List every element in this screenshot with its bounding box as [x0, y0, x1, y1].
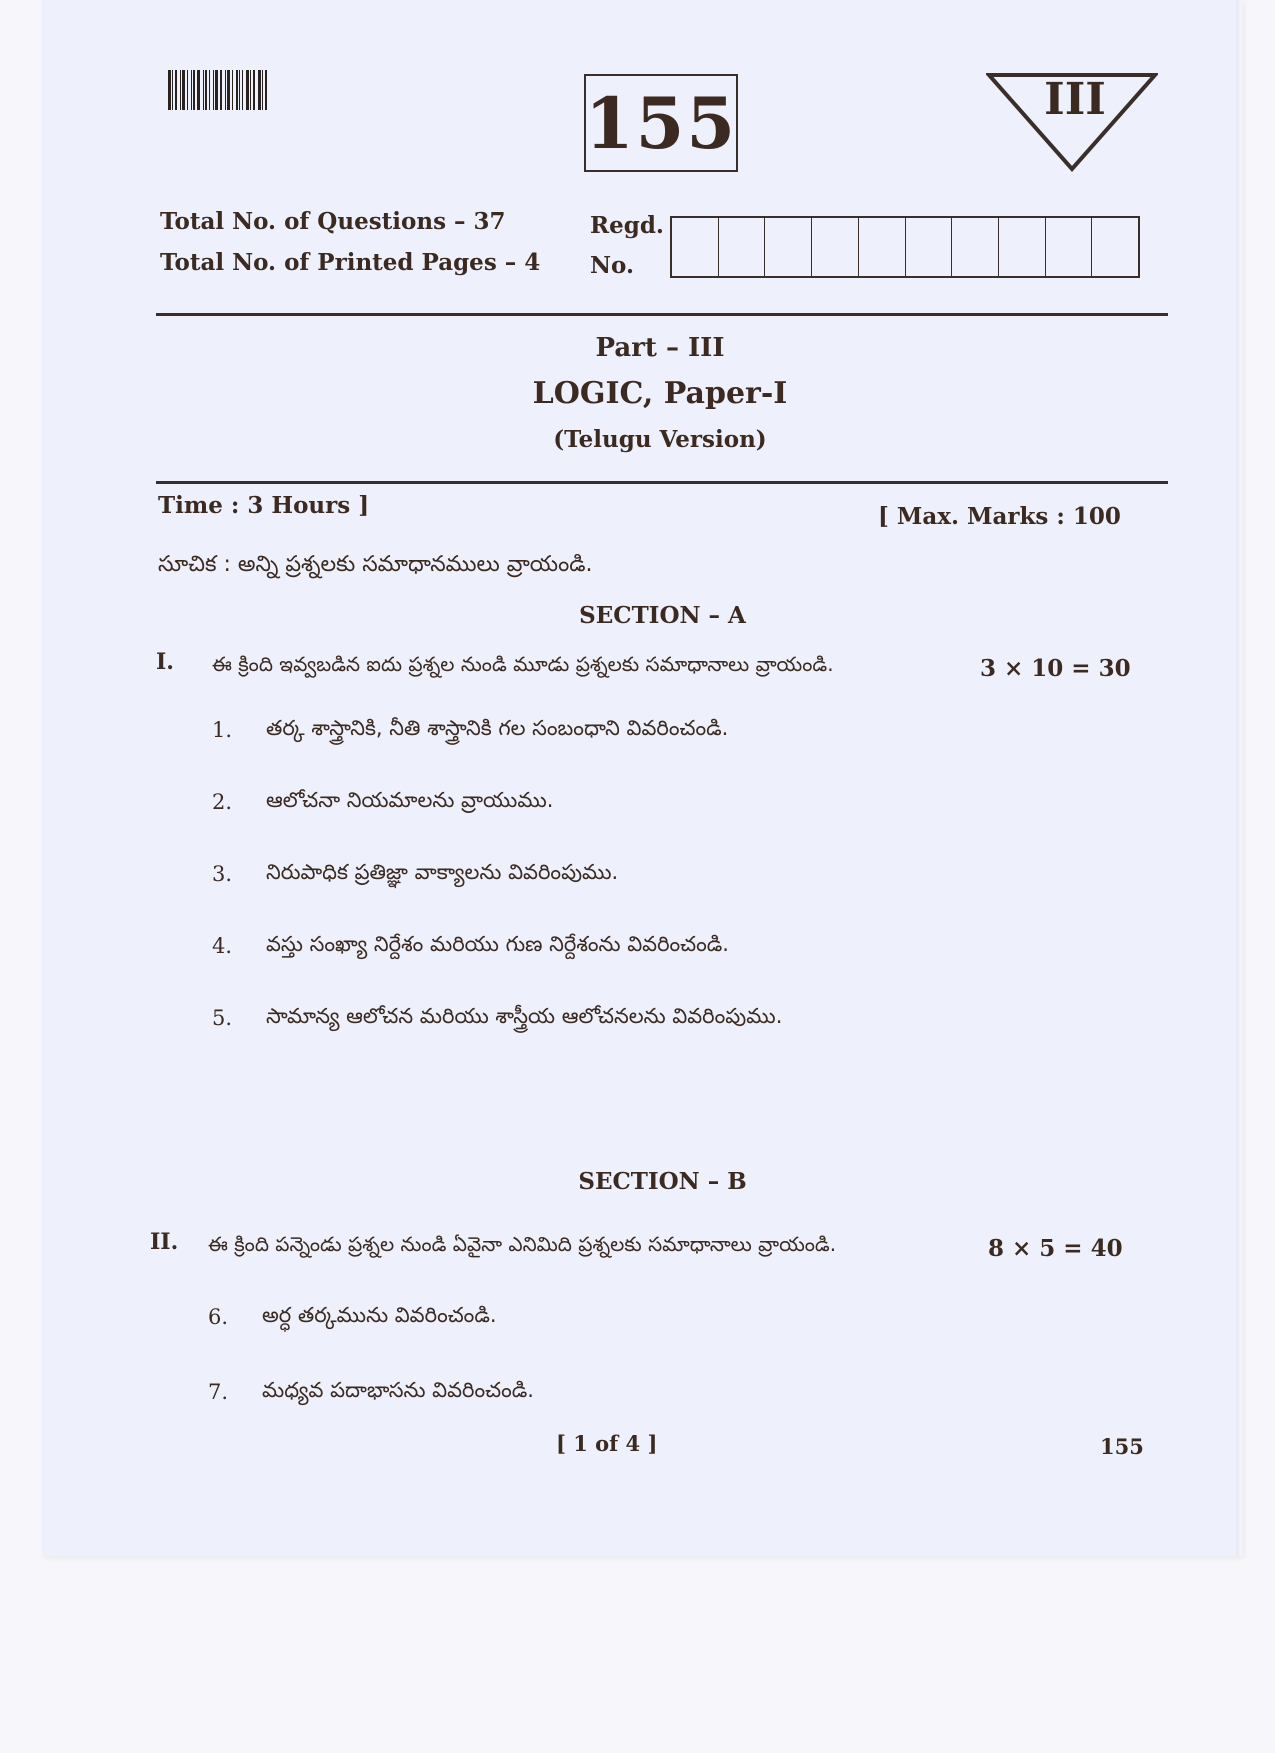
- part-badge-label: III: [1044, 74, 1106, 125]
- barcode-bar: [191, 70, 192, 110]
- question-number: 4.: [212, 934, 233, 958]
- total-questions: Total No. of Questions – 37: [160, 208, 506, 235]
- barcode-bar: [225, 70, 226, 110]
- barcode-bar: [193, 70, 195, 110]
- barcode-bar: [215, 70, 218, 110]
- barcode-bar: [209, 70, 210, 110]
- regd-cell[interactable]: [719, 218, 766, 276]
- question-text: వస్తు సంఖ్యా నిర్దేశం మరియు గుణ నిర్దేశంను వివరించండి.: [266, 932, 729, 956]
- question-number: 5.: [212, 1006, 233, 1030]
- regd-cell[interactable]: [952, 218, 999, 276]
- part-title: Part – III: [595, 333, 725, 363]
- question-text: తర్క శాస్త్రానికి, నీతి శాస్త్రానికి గల సంబంధాని వివరించండి.: [266, 716, 729, 740]
- section-a-directions: ఈ క్రింది ఇవ్వబడిన ఐదు ప్రశ్నల నుండి మూడు ప్రశ్నలకు సమాధానాలు వ్రాయండి.: [212, 652, 834, 676]
- barcode-bar: [172, 70, 173, 110]
- barcode-bar: [258, 70, 261, 110]
- regd-cell[interactable]: [906, 218, 953, 276]
- question-number: 2.: [212, 790, 233, 814]
- barcode-bar: [262, 70, 263, 110]
- barcode-bar: [182, 70, 185, 110]
- paper-edge: [1236, 0, 1242, 1556]
- barcode-bar: [175, 70, 177, 110]
- barcode: [168, 70, 278, 110]
- regd-label: Regd.: [590, 212, 664, 239]
- question-number: 1.: [212, 718, 233, 742]
- barcode-bar: [242, 70, 243, 110]
- paper-code-box: 155: [584, 74, 738, 172]
- subject-title: LOGIC, Paper-I: [532, 376, 788, 411]
- no-label: No.: [590, 252, 634, 279]
- registration-number-grid[interactable]: [670, 216, 1140, 278]
- barcode-bar: [203, 70, 204, 110]
- total-pages: Total No. of Printed Pages – 4: [160, 249, 541, 276]
- question-number: 3.: [212, 862, 233, 886]
- page-indicator: [ 1 of 4 ]: [556, 1431, 658, 1456]
- question-text: సామాన్య ఆలోచన మరియు శాస్త్రీయ ఆలోచనలను వివరింపుము.: [266, 1004, 783, 1028]
- section-b-marks: 8 × 5 = 40: [988, 1235, 1123, 1262]
- barcode-bar: [168, 70, 171, 110]
- question-text: నిరుపాధిక ప్రతిజ్ఞా వాక్యాలను వివరింపుము.: [266, 860, 619, 884]
- question-text: అర్ధ తర్కమును వివరించండి.: [262, 1303, 497, 1327]
- barcode-bar: [187, 70, 188, 110]
- regd-cell[interactable]: [672, 218, 719, 276]
- regd-cell[interactable]: [1092, 218, 1138, 276]
- regd-cell[interactable]: [812, 218, 859, 276]
- section-a-marks: 3 × 10 = 30: [980, 655, 1131, 682]
- instruction: సూచిక : అన్ని ప్రశ్నలకు సమాధానములు వ్రాయండి.: [158, 552, 593, 577]
- barcode-bar: [236, 70, 238, 110]
- version-title: (Telugu Version): [553, 426, 767, 453]
- barcode-bar: [205, 70, 207, 110]
- header-rule: [156, 313, 1168, 316]
- barcode-bar: [213, 70, 214, 110]
- barcode-bar: [232, 70, 233, 110]
- regd-cell[interactable]: [765, 218, 812, 276]
- section-a-heading: SECTION – A: [579, 602, 746, 629]
- section-b-directions: ఈ క్రింది పన్నెండు ప్రశ్నల నుండి ఏవైనా ఎనిమిది ప్రశ్నలకు సమాధానాలు వ్రాయండి.: [208, 1232, 837, 1256]
- max-marks: [ Max. Marks : 100: [878, 503, 1121, 530]
- question-number: 6.: [208, 1305, 229, 1329]
- question-text: మధ్యవ పదాభాసను వివరించండి.: [262, 1378, 534, 1402]
- question-number: 7.: [208, 1380, 229, 1404]
- regd-cell[interactable]: [999, 218, 1046, 276]
- section-b-roman: II.: [150, 1229, 179, 1255]
- barcode-bar: [239, 70, 240, 110]
- barcode-bar: [227, 70, 230, 110]
- regd-cell[interactable]: [1046, 218, 1093, 276]
- section-b-heading: SECTION – B: [578, 1168, 747, 1195]
- barcode-bar: [250, 70, 251, 110]
- barcode-bar: [265, 70, 267, 110]
- barcode-bar: [220, 70, 222, 110]
- section-a-roman: I.: [156, 649, 174, 675]
- footer-code: 155: [1100, 1434, 1144, 1459]
- barcode-bar: [253, 70, 255, 110]
- barcode-bar: [246, 70, 249, 110]
- barcode-bar: [197, 70, 200, 110]
- time-limit: Time : 3 Hours ]: [158, 492, 370, 519]
- barcode-bar: [180, 70, 181, 110]
- regd-cell[interactable]: [859, 218, 906, 276]
- question-text: ఆలోచనా నియమాలను వ్రాయుము.: [266, 788, 554, 812]
- title-rule: [156, 481, 1168, 484]
